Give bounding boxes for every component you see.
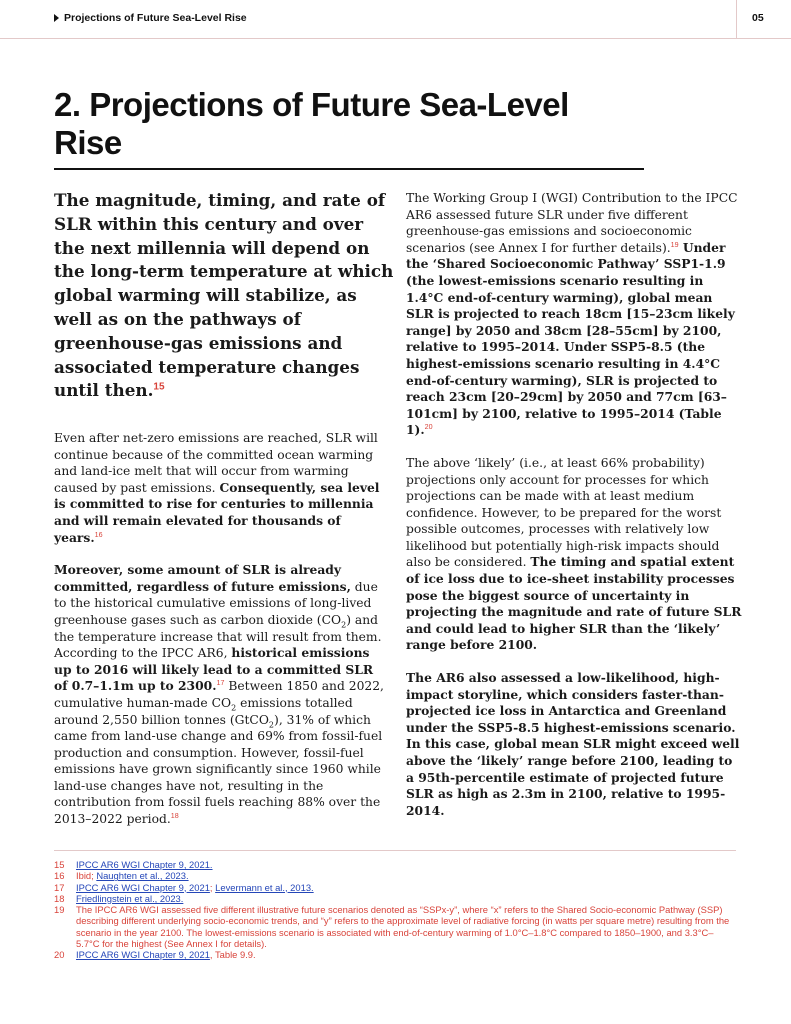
bold-run: historical emissions up to 2016 will likely lead to a committed SLR of 0.7–1.1m up to 2300. (54, 645, 374, 694)
footnote-number: 17 (54, 881, 65, 893)
footnote (54, 870, 736, 881)
footnote-ref[interactable]: 15 (153, 381, 165, 393)
footnote-link[interactable]: Levermann et al., 2013. (215, 881, 314, 893)
footnote-plain: ; (209, 881, 216, 893)
footnote-text (76, 859, 736, 870)
footnote-text: The IPCC AR6 WGI assessed five different illustrative future scenarios denoted as “SSPx-y”, where “x” refers to the Shared Socio-economic Pathway (SSP) describing different underlying socio-economic trends, and “y” refers to the approximate level of radiative forcing (in watts per square metre) resulting from the scenario in the year 2100. The lowest-emissions scenario is associated with end-of-century warming of 1.0°C–1.8°C compared to 1850–1900, and 3.3°C–5.7°C for the highest (See Annex I for details). (76, 904, 730, 950)
paragraph (54, 430, 384, 546)
bold-run: Under the ‘Shared Socioeconomic Pathway’ SSP1-1.9 (the lowest-emissions scenario resulting in 1.4°C end-of-century warming), global mean SLR is projected to reach 18cm [15–23cm likely range] by 2050 and 38cm [28–55cm] by 2100, relative to 1995–2014. Under SSP5-8.5 (the highest-emissions scenario resulting in 4.4°C end-of-century warming), SLR is projected to reach 23cm [20–29cm] by 2050 and 77cm [63–101cm] by 2100, relative to 1995–2014 (Table 1). (406, 239, 735, 438)
footnote (54, 893, 736, 904)
footnote (54, 859, 736, 870)
footnote-number: 15 (54, 859, 65, 870)
page-title: 2. Projections of Future Sea-Level Rise (54, 86, 644, 170)
footnote-text (76, 870, 736, 881)
text-run: Even after net-zero emissions are reached, SLR will continue because of the committed ocean warming and land-ice melt that will occur from warming caused by past emissions. (54, 431, 378, 495)
footnote-number: 18 (54, 892, 65, 904)
footnote-text (76, 893, 736, 904)
text-run: The Working Group I (WGI) Contribution to the IPCC AR6 assessed future SLR under five different greenhouse-gas emissions and socioeconomic scenarios (see Annex I for further details). (406, 191, 738, 255)
footnote-text (76, 882, 736, 893)
page-header (0, 0, 791, 39)
footnote-number: 20 (54, 949, 65, 961)
lead-paragraph (54, 189, 394, 403)
footnote-ref[interactable]: 16 (94, 530, 103, 539)
footnote-ref[interactable]: 18 (170, 811, 179, 820)
header-divider (736, 0, 737, 38)
text-run: ) and the temperature increase that will result from them. According to the IPCC AR6, (54, 612, 382, 661)
footnote-link[interactable]: IPCC AR6 WGI Chapter 9, 2021 (76, 949, 210, 961)
footnote-text (76, 949, 736, 960)
paragraph (406, 455, 744, 654)
footnote-ref[interactable]: 19 (670, 240, 679, 249)
running-section-title: Projections of Future Sea-Level Rise (64, 12, 247, 24)
footnote-link[interactable]: IPCC AR6 WGI Chapter 9, 2021 (76, 881, 210, 893)
running-section (54, 12, 247, 24)
paragraph (406, 670, 744, 819)
footnote (54, 904, 736, 949)
footnote-number: 16 (54, 870, 65, 882)
paragraph (54, 562, 384, 828)
footnotes (54, 850, 736, 961)
triangle-right-icon (54, 14, 59, 22)
bold-run: Consequently, sea level is committed to rise for centuries to millennia and will remain elevated for thousands of years. (54, 479, 380, 545)
subscript: 2 (341, 620, 347, 630)
page-number: 05 (752, 12, 764, 24)
footnote-link[interactable]: Friedlingstein et al., 2023. (76, 892, 184, 904)
text-run: emissions totalled around 2,550 billion tonnes (GtCO (54, 695, 353, 727)
lead-text: The magnitude, timing, and rate of SLR within this century and over the next millennia will depend on the long-term temperature at which global warming will stabilize, as well as on the pathways of greenhouse-gas emissions and associated temperature changes until then. (54, 190, 394, 401)
bold-run: Moreover, some amount of SLR is already committed, regardless of future emissions, (54, 562, 351, 594)
footnote-link[interactable]: Naughten et al., 2023. (96, 870, 189, 882)
footnote-plain: , Table 9.9. (209, 949, 256, 961)
footnote-plain: Ibid; (76, 870, 97, 882)
subscript: 2 (268, 719, 275, 729)
bold-run: The AR6 also assessed a low-likelihood, high-impact storyline, which considers faster-than-projected ice loss in Antarctica and Greenland under the SSP5-8.5 highest-emissions scenario. In this case, global mean SLR might exceed well above the ‘likely’ range before 2100, leading to a 95th-percentile estimate of projected future SLR as high as 2.3m in 2100, relative to 1995-2014. (406, 670, 740, 818)
text-run: ), 31% of which came from land-use change and 69% from fossil-fuel production and consumption. However, fossil-fuel emissions have grown significantly since 1960 while land-use changes have not, resulting in the contribution from fossil fuels reaching 88% over the 2013–2022 period. (54, 712, 383, 827)
footnote-ref[interactable]: 20 (424, 423, 433, 432)
footnote (54, 882, 736, 893)
left-column (54, 430, 384, 828)
footnote-number: 19 (54, 904, 65, 916)
paragraph (406, 190, 744, 439)
text-run: The above ‘likely’ (i.e., at least 66% probability) projections only account for processes for which projections can be made with at least medium confidence. However, to be prepared for the worst possible outcomes, processes with relatively low likelihood but potentially high-risk impacts should also be considered. (406, 455, 722, 570)
text-run: Between 1850 and 2022, cumulative human-made CO (54, 679, 384, 710)
bold-run: The timing and spatial extent of ice loss due to ice-sheet instability processes pose the biggest source of uncertainty in projecting the magnitude and rate of future SLR and could lead to higher SLR than the ‘likely’ range before 2100. (406, 554, 742, 653)
footnote-ref[interactable]: 17 (216, 679, 225, 688)
footnote-link[interactable]: IPCC AR6 WGI Chapter 9, 2021. (76, 859, 213, 870)
footnote (54, 949, 736, 960)
right-column (406, 190, 744, 819)
text-run: due to the historical cumulative emissions of long-lived greenhouse gases such as carbon dioxide (CO (54, 579, 378, 627)
subscript: 2 (231, 703, 237, 713)
